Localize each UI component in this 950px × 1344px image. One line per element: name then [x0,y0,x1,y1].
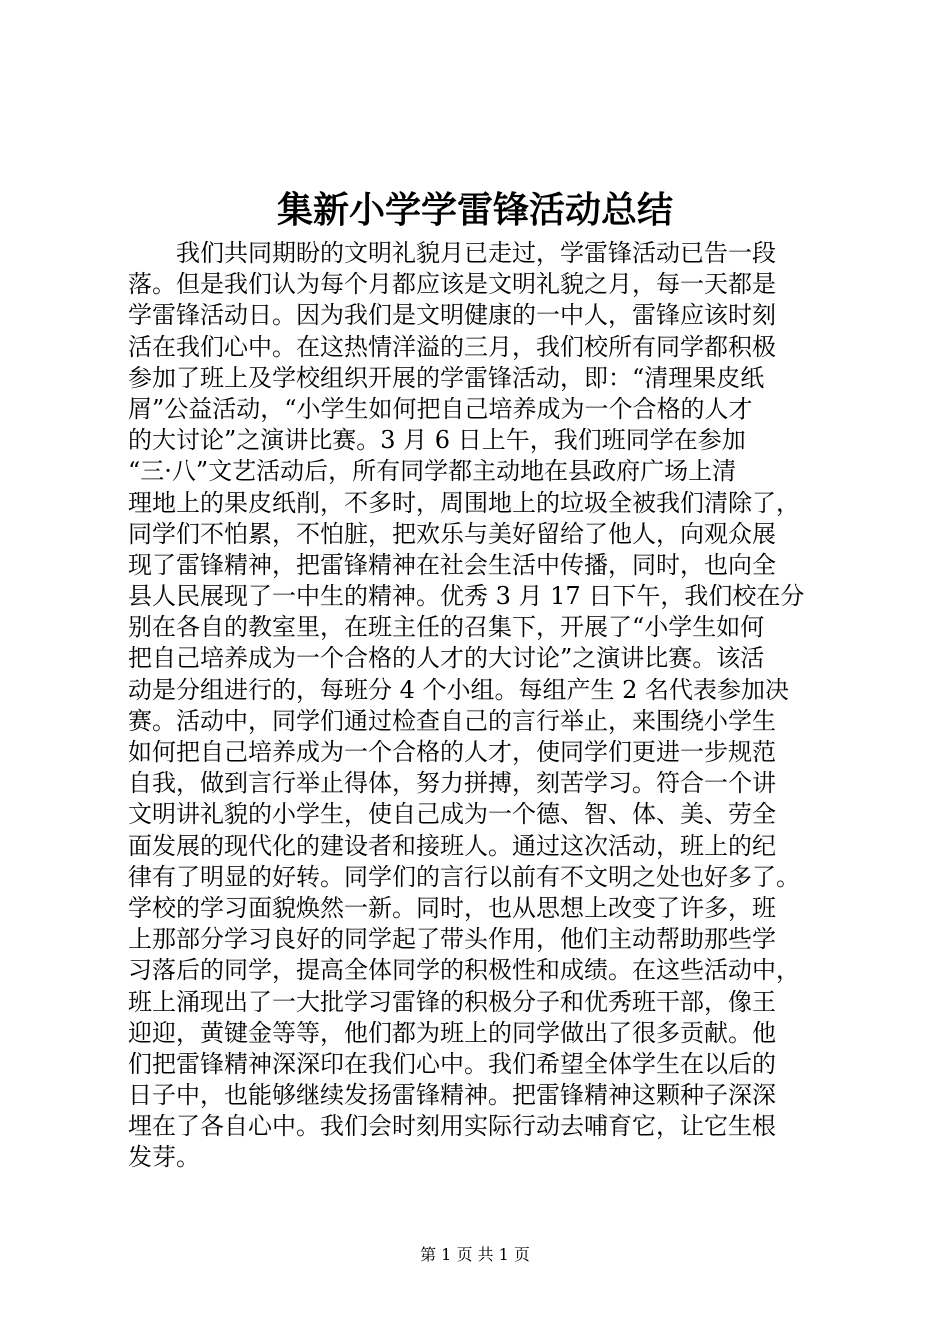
paragraph-line: 我们共同期盼的文明礼貌月已走过，学雷锋活动已告一段 [176,239,776,267]
page-number-footer: 第 1 页 共 1 页 [420,1245,530,1264]
paragraph-line: 落。但是我们认为每个月都应该是文明礼貌之月，每一天都是 [128,270,776,299]
paragraph-line: 理地上的果皮纸削，不多时，周围地上的垃圾全被我们清除了， [128,488,800,517]
paragraph-line: 迎迎，黄键金等等，他们都为班上的同学做出了很多贡献。他 [128,1018,776,1047]
body-paragraph [128,238,840,1174]
paragraph-line: 屑”公益活动，“小学生如何把自己培养成为一个合格的人才 [128,394,753,423]
paragraph-line: 参加了班上及学校组织开展的学雷锋活动，即：“清理果皮纸 [128,363,765,392]
paragraph-line: 赛。活动中，同学们通过检查自己的言行举止，来围绕小学生 [128,706,776,735]
paragraph-line: 发芽。 [128,1143,200,1172]
paragraph-line: 埋在了各自心中。我们会时刻用实际行动去哺育它，让它生根 [128,1112,776,1141]
paragraph-line: 学校的学习面貌焕然一新。同时，也从思想上改变了许多，班 [128,893,776,922]
paragraph-line: 日子中，也能够继续发扬雷锋精神。把雷锋精神这颗种子深深 [128,1081,776,1110]
paragraph-line: “三·八”文艺活动后，所有同学都主动地在县政府广场上清 [128,457,737,486]
paragraph-line: 律有了明显的好转。同学们的言行以前有不文明之处也好多了。 [128,862,800,891]
paragraph-line: 现了雷锋精神，把雷锋精神在社会生活中传播，同时，也向全 [128,550,776,579]
paragraph-line: 县人民展现了一中生的精神。优秀 3 月 17 日下午，我们校在分 [128,582,805,611]
paragraph-line: 把自己培养成为一个合格的人才的大讨论”之演讲比赛。该活 [128,644,765,673]
paragraph-line: 自我，做到言行举止得体，努力拼搏，刻苦学习。符合一个讲 [128,769,776,798]
paragraph-line: 学雷锋活动日。因为我们是文明健康的一中人，雷锋应该时刻 [128,301,776,330]
paragraph-line: 同学们不怕累，不怕脏，把欢乐与美好留给了他人，向观众展 [128,519,776,548]
paragraph-line: 习落后的同学，提高全体同学的积极性和成绩。在这些活动中， [128,956,800,985]
paragraph-line: 的大讨论”之演讲比赛。3 月 6 日上午，我们班同学在参加 [128,426,746,455]
paragraph-line: 别在各自的教室里，在班主任的召集下，开展了“小学生如何 [128,613,765,642]
document-title: 集新小学学雷锋活动总结 [276,189,673,231]
paragraph-line: 动是分组进行的，每班分 4 个小组。每组产生 2 名代表参加决 [128,675,790,704]
paragraph-line: 面发展的现代化的建设者和接班人。通过这次活动，班上的纪 [128,831,776,860]
paragraph-line: 班上涌现出了一大批学习雷锋的积极分子和优秀班干部，像王 [128,987,776,1016]
paragraph-line: 文明讲礼貌的小学生，使自己成为一个德、智、体、美、劳全 [128,800,776,829]
paragraph-line: 如何把自己培养成为一个合格的人才，使同学们更进一步规范 [128,738,776,766]
paragraph-line: 上那部分学习良好的同学起了带头作用，他们主动帮助那些学 [128,925,776,954]
paragraph-line: 活在我们心中。在这热情洋溢的三月，我们校所有同学都积极 [128,332,776,361]
paragraph-line: 们把雷锋精神深深印在我们心中。我们希望全体学生在以后的 [128,1049,776,1078]
